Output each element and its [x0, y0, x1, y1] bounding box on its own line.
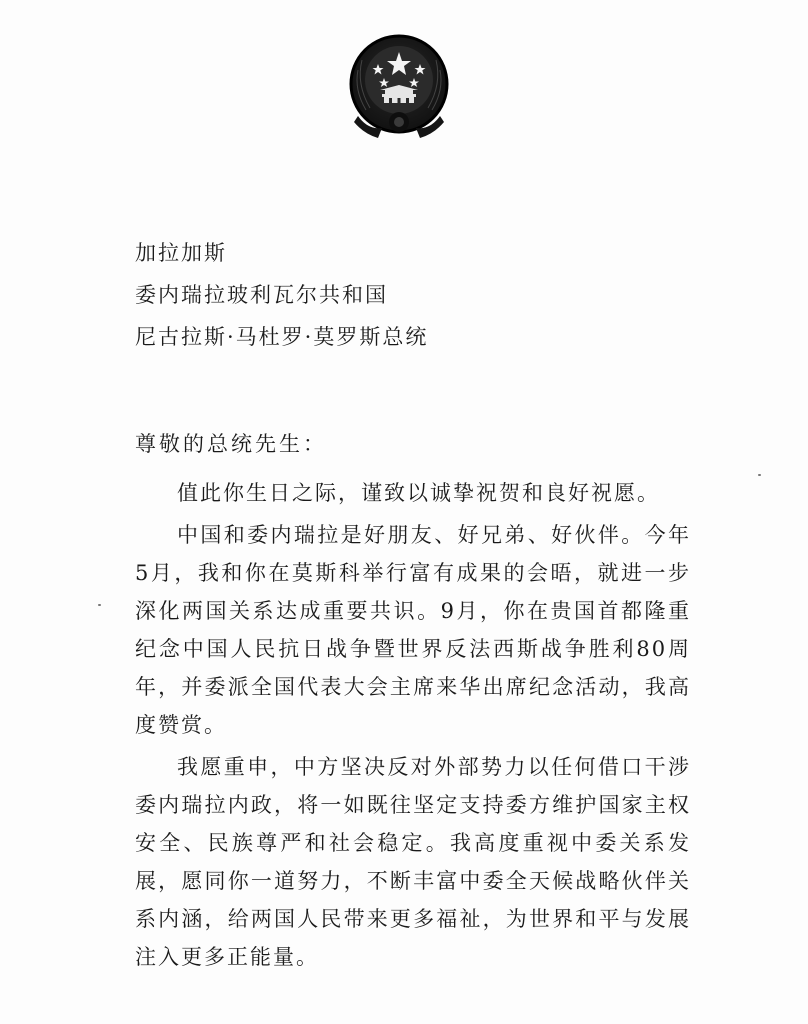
recipient-name: 尼古拉斯·马杜罗·莫罗斯总统: [135, 325, 429, 349]
body-paragraph-greeting: 值此你生日之际，谨致以诚挚祝贺和良好祝愿。: [177, 481, 660, 505]
body-paragraph-support: 我愿重申，中方坚决反对外部势力以任何借口干涉委内瑞拉内政，将一如既往坚定支持委方维护国家主权安全、民族尊严和社会稳定。我高度重视中委关系发展，愿同你一道努力，不断丰富中委全天候战略伙伴关系内涵，给两国人民带来更多福祉，为世界和平与发展注入更多正能量。: [135, 755, 691, 969]
recipient-city: 加拉加斯: [135, 241, 227, 265]
body-paragraph-relations: 中国和委内瑞拉是好朋友、好兄弟、好伙伴。今年5月，我和你在莫斯科举行富有成果的会晤，就进一步深化两国关系达成重要共识。9月，你在贵国首都隆重纪念中国人民抗日战争暨世界反法西斯战争胜利80周年，并委派全国代表大会主席来华出席纪念活动，我高度赞赏。: [135, 523, 691, 737]
paper-speck: [98, 604, 101, 606]
recipient-country: 委内瑞拉玻利瓦尔共和国: [135, 283, 388, 307]
salutation: 尊敬的总统先生：: [135, 432, 327, 456]
letter-body: [135, 474, 691, 976]
national-emblem-icon: [344, 30, 454, 142]
recipient-address: [135, 232, 428, 358]
paper-speck: [758, 474, 761, 476]
